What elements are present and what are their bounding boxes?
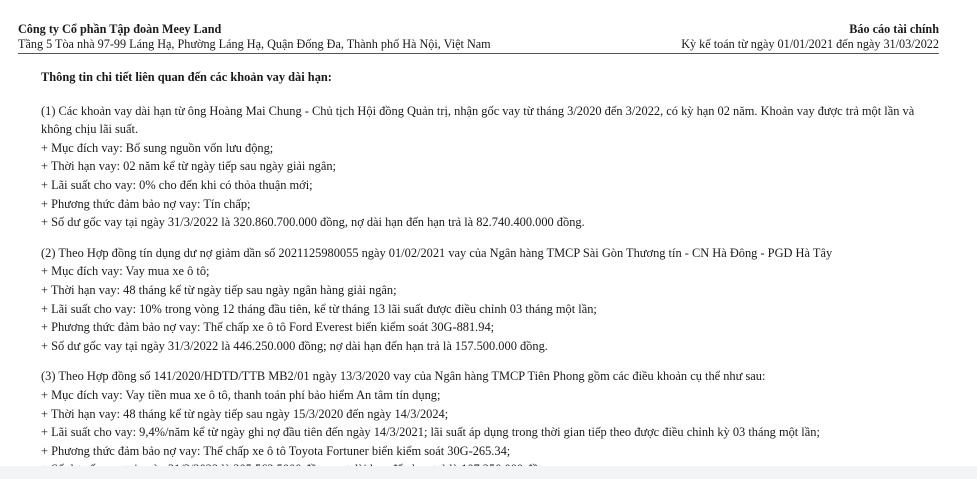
loan-3-item: + Lãi suất cho vay: 9,4%/năm kể từ ngày ghi nợ đầu tiên đến ngày 14/3/2021; lãi suất áp dụng trong thời gian tiếp theo được điều chỉnh kỳ 03 tháng một lần; <box>41 425 820 440</box>
header-divider <box>18 53 939 54</box>
loan-1-item: + Lãi suất cho vay: 0% cho đến khi có thỏa thuận mới; <box>41 177 313 192</box>
loan-3-item: + Mục đích vay: Vay tiền mua xe ô tô, thanh toán phí bảo hiểm An tâm tín dụng; <box>41 387 441 402</box>
loan-details <box>41 68 939 479</box>
report-period: Kỳ kế toán từ ngày 01/01/2021 đến ngày 31/03/2022 <box>681 37 939 51</box>
report-title: Báo cáo tài chính <box>849 22 939 36</box>
section-title: Thông tin chi tiết liên quan đến các khoản vay dài hạn: <box>41 70 332 84</box>
loan-3-item: + Phương thức đảm bảo nợ vay: Thế chấp xe ô tô Toyota Fortuner biển kiểm soát 30G-265.34; <box>41 443 511 458</box>
document-header <box>18 22 939 56</box>
header-right <box>681 22 939 52</box>
company-address: Tầng 5 Tòa nhà 97-99 Láng Hạ, Phường Láng Hạ, Quận Đống Đa, Thành phố Hà Nội, Việt Nam <box>18 37 491 51</box>
loan-1-item: + Thời hạn vay: 02 năm kể từ ngày tiếp sau ngày giải ngân; <box>41 159 336 174</box>
loan-1 <box>41 102 939 232</box>
loan-1-item: + Mục đích vay: Bổ sung nguồn vốn lưu động; <box>41 140 274 155</box>
loan-1-item: + Phương thức đảm bảo nợ vay: Tín chấp; <box>41 196 251 211</box>
loan-1-intro: (1) Các khoản vay dài hạn từ ông Hoàng Mai Chung - Chủ tịch Hội đồng Quản trị, nhận gốc vay từ tháng 3/2020 đến 3/2022, có kỳ hạn 02 năm. Khoản vay được trả một lần và không chịu lãi suất. <box>41 103 915 137</box>
company-name: Công ty Cổ phần Tập đoàn Meey Land <box>18 22 222 36</box>
loan-2-intro: (2) Theo Hợp đồng tín dụng dư nợ giảm dần số 2021125980055 ngày 01/02/2021 vay của Ngân hàng TMCP Sài Gòn Thương tín - CN Hà Đông - PGD Hà Tây <box>41 245 833 260</box>
page-bottom-edge <box>0 466 977 479</box>
loan-1-item: + Số dư gốc vay tại ngày 31/3/2022 là 320.860.700.000 đồng, nợ dài hạn đến hạn trả là 82.740.400.000 đồng. <box>41 215 585 230</box>
loan-2 <box>41 244 939 356</box>
header-left <box>18 22 491 52</box>
loan-3-item: + Thời hạn vay: 48 tháng kể từ ngày tiếp sau ngày 15/3/2020 đến ngày 14/3/2024; <box>41 406 449 421</box>
loan-3-intro: (3) Theo Hợp đồng số 141/2020/HDTD/TTB MB2/01 ngày 13/3/2020 vay của Ngân hàng TMCP Tiên Phong gồm các điều khoản cụ thể như sau: <box>41 369 766 384</box>
loan-2-item: + Thời hạn vay: 48 tháng kể từ ngày tiếp sau ngày ngân hàng giải ngân; <box>41 282 397 297</box>
loan-2-item: + Lãi suất cho vay: 10% trong vòng 12 tháng đầu tiên, kể từ tháng 13 lãi suất được điều chỉnh 03 tháng một lần; <box>41 301 597 316</box>
loan-2-item: + Phương thức đảm bảo nợ vay: Thế chấp xe ô tô Ford Everest biển kiểm soát 30G-881.94; <box>41 320 495 335</box>
loan-3 <box>41 367 939 479</box>
loan-2-item: + Mục đích vay: Vay mua xe ô tô; <box>41 264 210 279</box>
loan-2-item: + Số dư gốc vay tại ngày 31/3/2022 là 446.250.000 đồng; nợ dài hạn đến hạn trả là 157.500.000 đồng. <box>41 338 548 353</box>
